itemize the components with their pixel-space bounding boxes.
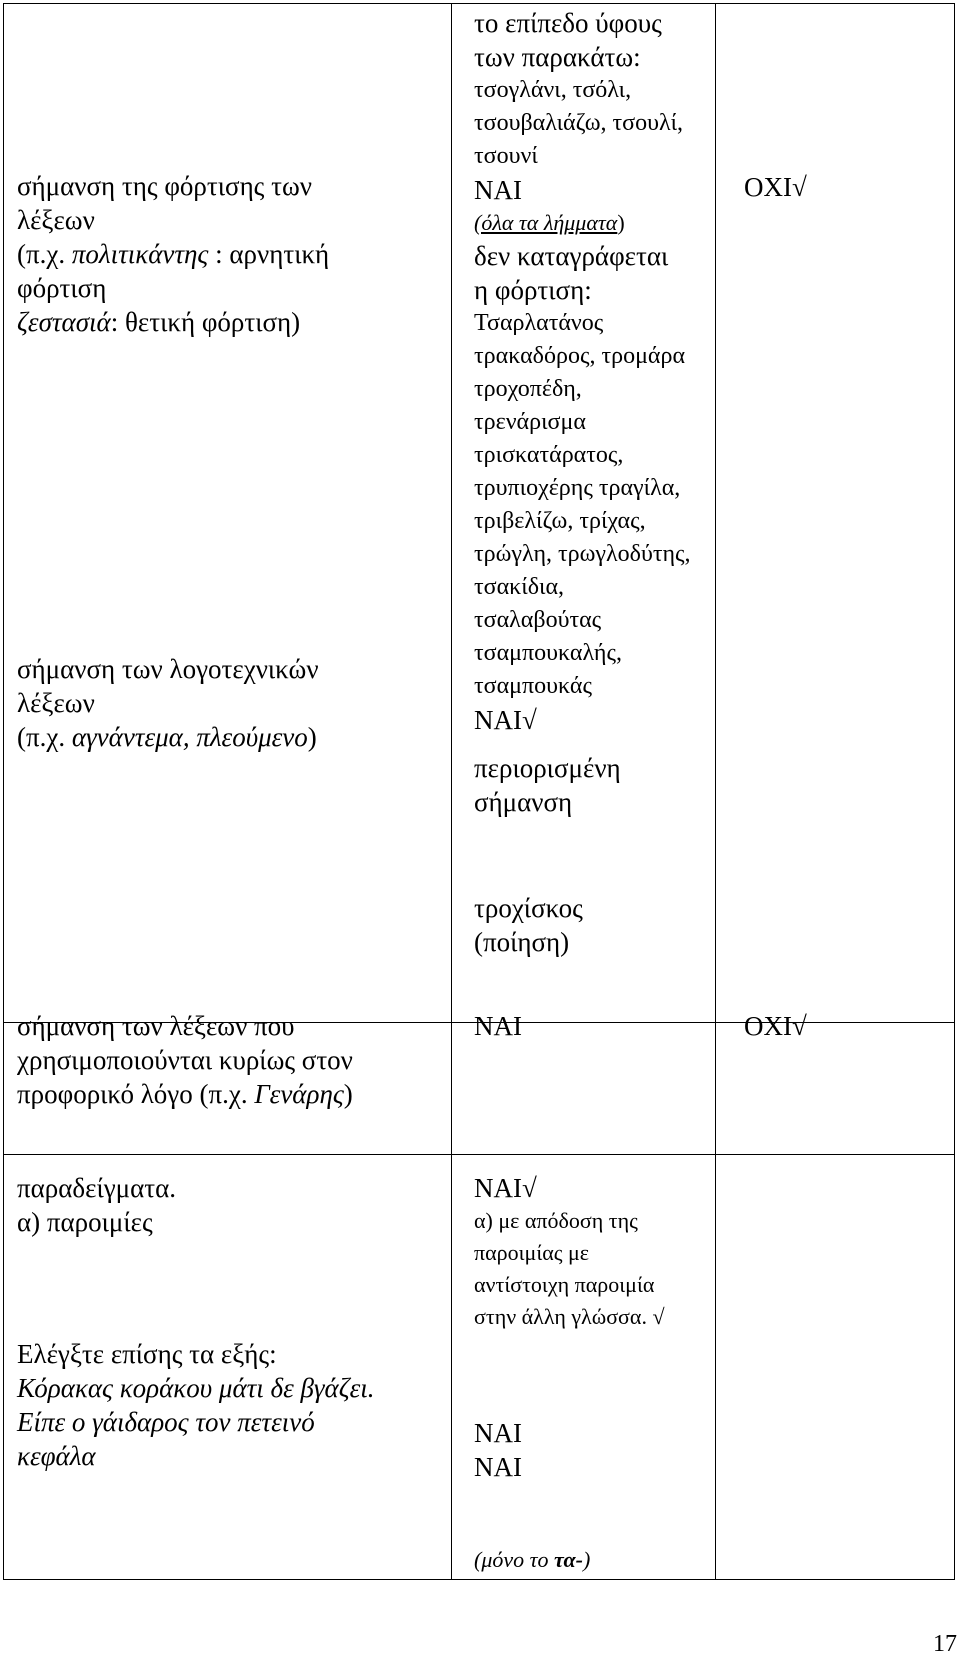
text-fragment: (π.χ. (17, 722, 72, 752)
text-line: σήμανση (474, 787, 573, 817)
row3-col2-only-note (474, 1544, 734, 1576)
text-line: λέξεων (17, 205, 95, 235)
list-item: Τσαρλατάνος (474, 310, 604, 336)
text-line: α) με απόδοση της (474, 1208, 638, 1233)
proverb-line: Κόρακας κοράκου μάτι δε βγάζει. (17, 1373, 375, 1403)
list-item: τρακαδόρος, τρομάρα (474, 343, 686, 369)
text-fragment: ) (582, 1547, 591, 1572)
text-fragment: ) (343, 1079, 353, 1109)
text-fragment: (όλα τα λήμματα (474, 210, 618, 235)
row1-col1-entry-connotation (17, 169, 457, 339)
list-item: τρώγλη, τρωγλοδύτης, (474, 541, 691, 567)
text-line: περιορισμένη (474, 753, 621, 783)
row1-col2-example (474, 891, 734, 959)
list-item: τσακίδια, (474, 574, 565, 600)
list-item: τριβελίζω, τρίχας, (474, 508, 646, 534)
text-line (17, 1077, 457, 1111)
text-line: (ποίηση) (474, 927, 570, 957)
example-word: ζεστασιά (17, 307, 111, 337)
yes-answer: ΝΑΙ (474, 1418, 522, 1448)
text-line: χρησιμοποιούνται κυρίως στον (17, 1045, 353, 1075)
text-line: τσογλάνι, τσόλι, (474, 77, 632, 103)
list-item: τρυπιοχέρης τραγίλα, (474, 475, 681, 501)
text-line: στην άλλη γλώσσα. √ (474, 1304, 665, 1329)
text-line: σήμανση των λογοτεχνικών (17, 654, 319, 684)
row-divider (4, 1154, 954, 1155)
row1-col2-content (474, 6, 734, 819)
row3-col2-content (474, 1171, 734, 1333)
text-line: αντίστοιχη παροιμία (474, 1272, 655, 1297)
text-line: τροχίσκος (474, 893, 583, 923)
page-number: 17 (933, 1631, 957, 1657)
text-line: το επίπεδο ύφους (474, 8, 662, 38)
text-fragment: (π.χ. (17, 239, 72, 269)
list-item: τρισκατάρατος, (474, 442, 624, 468)
row3-col2-answers (474, 1416, 734, 1484)
example-word: πολιτικάντης (71, 239, 209, 269)
text-line (17, 237, 457, 271)
text-fragment: τα- (554, 1547, 583, 1572)
yes-answer: ΝΑΙ (474, 1452, 522, 1482)
no-check-answer: ΟΧΙ√ (744, 172, 807, 202)
yes-answer: ΝΑΙ (474, 175, 522, 205)
text-line: παραδείγματα. (17, 1173, 177, 1203)
text-line: παροιμίας με (474, 1240, 590, 1265)
text-line: σήμανση της φόρτισης των (17, 171, 312, 201)
text-fragment: : θετική φόρτιση) (110, 307, 301, 337)
text-line: σήμανση των λέξεων που (17, 1011, 295, 1041)
text-fragment: : αρνητική (208, 239, 330, 269)
text-line: τσουνί (474, 143, 538, 169)
yes-check-answer: ΝΑΙ√ (474, 705, 537, 735)
text-fragment: ) (307, 722, 317, 752)
comparison-table (3, 3, 955, 1580)
text-fragment: ) (617, 210, 625, 235)
list-item: τσαμπουκαλής, (474, 640, 622, 666)
row1-col3-answer (744, 170, 944, 204)
not-recorded-note (474, 239, 734, 307)
example-word: αγνάντεμα, πλεούμενο (71, 722, 308, 752)
row3-col1-proverbs (17, 1337, 457, 1473)
word-list (474, 74, 734, 173)
no-check-answer: ΟΧΙ√ (744, 1011, 807, 1041)
proverb-line: κεφάλα (17, 1441, 96, 1471)
example-word: Γενάρης (254, 1079, 344, 1109)
row1-col1-entry-literary (17, 652, 457, 754)
proverb-line: Είπε ο γάιδαρος τον πετεινό (17, 1407, 315, 1437)
row2-col1-spoken-language (17, 1009, 457, 1111)
text-line (474, 1544, 734, 1576)
text-line: α) παροιμίες (17, 1207, 153, 1237)
yes-check-answer: ΝΑΙ√ (474, 1173, 537, 1203)
text-fragment: (μόνο το (474, 1547, 555, 1572)
text-line: των παρακάτω: (474, 42, 641, 72)
text-line: Ελέγξτε επίσης τα εξής: (17, 1339, 277, 1369)
row2-col3-answer (744, 1009, 944, 1043)
text-line (17, 305, 457, 339)
limited-meaning-note (474, 751, 734, 819)
text-line (17, 720, 457, 754)
row2-col2-answer (474, 1009, 734, 1043)
list-item: τρενάρισμα (474, 409, 586, 435)
text-line: τσουβαλιάζω, τσουλί, (474, 110, 684, 136)
text-fragment: προφορικό λόγο (π.χ. (17, 1079, 255, 1109)
text-line: λέξεων (17, 688, 95, 718)
text-line: δεν καταγράφεται (474, 241, 669, 271)
intro-block (474, 6, 734, 74)
text-line: φόρτιση (17, 273, 107, 303)
all-lemmas-note (474, 207, 734, 239)
text-line: η φόρτιση: (474, 275, 592, 305)
list-item: τσαλαβούτας (474, 607, 602, 633)
list-item: τσαμπουκάς (474, 673, 592, 699)
list-item: τροχοπέδη, (474, 376, 582, 402)
yes-answer: ΝΑΙ (474, 1011, 522, 1041)
uncharged-word-list (474, 307, 734, 703)
row3-col1-examples (17, 1171, 457, 1239)
proverb-rendering-note (474, 1205, 734, 1333)
